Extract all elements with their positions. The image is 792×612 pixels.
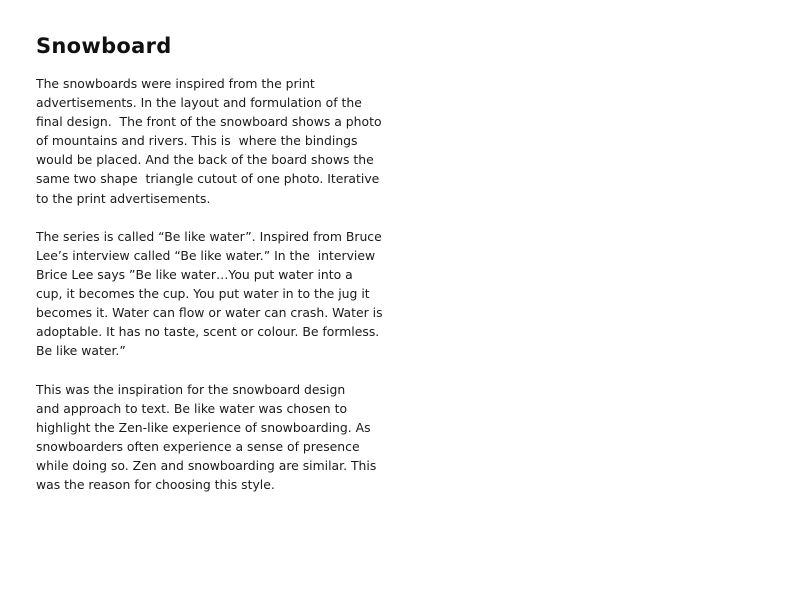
- paragraph-3: [36, 380, 416, 495]
- text-line: highlight the Zen-like experience of snowboarding. As: [36, 419, 371, 435]
- text-line: and approach to text. Be like water was chosen to: [36, 400, 348, 416]
- text-line: The snowboards were inspired from the print: [36, 76, 315, 91]
- text-line: cup, it becomes the cup. You put water in to the jug it: [36, 286, 370, 302]
- text-line: while doing so. Zen and snowboarding are similar. This: [36, 457, 377, 473]
- page-title: Snowboard: [36, 34, 172, 58]
- text-line: This was the inspiration for the snowboard design: [36, 381, 346, 397]
- text-line: of mountains and rivers. This is where the bindings: [36, 133, 358, 149]
- text-line: Lee’s interview called “Be like water.” In the interview: [36, 247, 376, 263]
- text-line: advertisements. In the layout and formulation of the: [36, 95, 362, 111]
- text-line: snowboarders often experience a sense of presence: [36, 438, 360, 454]
- text-line: would be placed. And the back of the board shows the: [36, 152, 374, 168]
- paragraph-2: [36, 227, 416, 361]
- text-line: becomes it. Water can flow or water can crash. Water is: [36, 305, 383, 321]
- text-line: was the reason for choosing this style.: [36, 476, 275, 492]
- text-line: Brice Lee says ”Be like water…You put water into a: [36, 266, 353, 282]
- text-line: Be like water.”: [36, 343, 126, 359]
- text-line: adoptable. It has no taste, scent or colour. Be formless.: [36, 324, 380, 340]
- text-line: The series is called “Be like water”. Inspired from Bruce: [36, 228, 382, 244]
- text-line: to the print advertisements.: [36, 190, 211, 206]
- text-line: same two shape triangle cutout of one photo. Iterative: [36, 171, 380, 187]
- paragraph-1: [36, 74, 416, 208]
- body-text: [36, 74, 416, 513]
- text-line: final design. The front of the snowboard shows a photo: [36, 114, 382, 130]
